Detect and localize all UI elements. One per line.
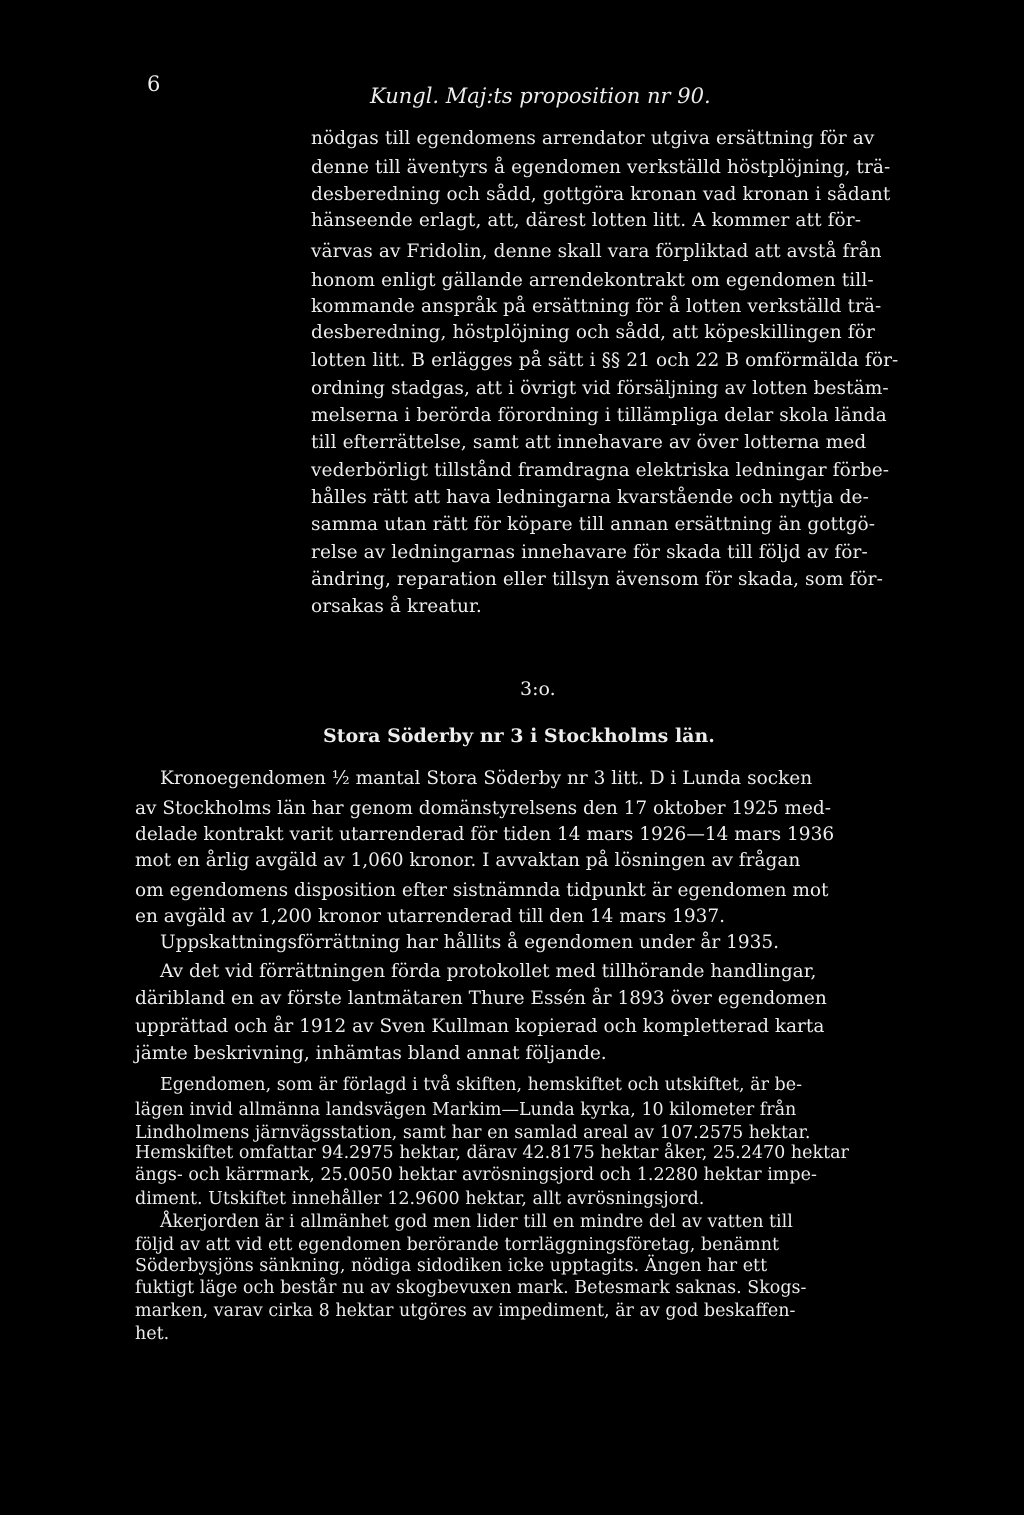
text-line: orsakas å kreatur. <box>311 596 482 617</box>
text-line: Lindholmens järnvägsstation, samt har en samlad areal av 107.2575 hektar. <box>135 1123 811 1143</box>
text-line: kommande anspråk på ersättning för å lotten verkställd trä- <box>311 296 882 317</box>
text-line: om egendomens disposition efter sistnämnda tidpunkt är egendomen mot <box>135 880 829 901</box>
text-line: jämte beskrivning, inhämtas bland annat följande. <box>135 1043 607 1064</box>
text-line: Av det vid förrättningen förda protokollet med tillhörande handlingar, <box>160 961 817 982</box>
page-number: 6 <box>147 72 161 96</box>
text-line: följd av att vid ett egendomen berörande torrläggningsföretag, benämnt <box>135 1235 780 1255</box>
text-line: Söderbysjöns sänkning, nödiga sidodiken icke upptagits. Ängen har ett <box>135 1256 768 1276</box>
text-line: hålles rätt att hava ledningarna kvarstående och nyttja de- <box>311 487 869 508</box>
text-line: värvas av Fridolin, denne skall vara förpliktad att avstå från <box>311 241 882 262</box>
text-line: lotten litt. B erlägges på sätt i §§ 21 och 22 B omförmälda för- <box>311 350 899 371</box>
text-line: Åkerjorden är i allmänhet god men lider till en mindre del av vatten till <box>160 1212 793 1232</box>
text-line: en avgäld av 1,200 kronor utarrenderad till den 14 mars 1937. <box>135 906 726 927</box>
text-line: delade kontrakt varit utarrenderad för tiden 14 mars 1926—14 mars 1936 <box>135 824 835 845</box>
text-line: upprättad och år 1912 av Sven Kullman kopierad och kompletterad karta <box>135 1016 825 1037</box>
text-line: Hemskiftet omfattar 94.2975 hektar, därav 42.8175 hektar åker, 25.2470 hektar <box>135 1143 849 1163</box>
text-line: ändring, reparation eller tillsyn ävensom för skada, som för- <box>311 569 883 590</box>
page-header-title: Kungl. Maj:ts proposition nr 90. <box>370 84 711 108</box>
text-line: relse av ledningarnas innehavare för skada till följd av för- <box>311 542 868 563</box>
text-line: Uppskattningsförrättning har hållits å egendomen under år 1935. <box>160 932 780 953</box>
text-line: desberedning, höstplöjning och sådd, att köpeskillingen för <box>311 322 875 343</box>
text-line: lägen invid allmänna landsvägen Markim—Lunda kyrka, 10 kilometer från <box>135 1100 797 1120</box>
text-line: denne till äventyrs å egendomen verkställd höstplöjning, trä- <box>311 157 891 178</box>
text-line: marken, varav cirka 8 hektar utgöres av impediment, är av god beskaffen- <box>135 1301 796 1321</box>
text-line: het. <box>135 1324 170 1344</box>
text-line: fuktigt läge och består nu av skogbevuxen mark. Betesmark saknas. Skogs- <box>135 1278 807 1298</box>
section-mark: 3:o. <box>520 678 556 700</box>
section-heading: Stora Söderby nr 3 i Stockholms län. <box>323 725 715 747</box>
text-line: honom enligt gällande arrendekontrakt om egendomen till- <box>311 270 874 291</box>
text-line: av Stockholms län har genom domänstyrelsens den 17 oktober 1925 med- <box>135 798 832 819</box>
text-line: mot en årlig avgäld av 1,060 kronor. I avvaktan på lösningen av frågan <box>135 850 801 871</box>
text-line: desberedning och sådd, gottgöra kronan vad kronan i sådant <box>311 184 891 205</box>
text-line: hänseende erlagt, att, därest lotten litt. A kommer att för- <box>311 210 862 231</box>
text-line: ordning stadgas, att i övrigt vid försäljning av lotten bestäm- <box>311 378 889 399</box>
text-line: Egendomen, som är förlagd i två skiften, hemskiftet och utskiftet, är be- <box>160 1075 802 1095</box>
text-line: till efterrättelse, samt att innehavare av över lotterna med <box>311 432 867 453</box>
text-line: däribland en av förste lantmätaren Thure Essén år 1893 över egendomen <box>135 988 827 1009</box>
text-line: ängs- och kärrmark, 25.0050 hektar avrösningsjord och 1.2280 hektar impe- <box>135 1165 817 1185</box>
text-line: samma utan rätt för köpare till annan ersättning än gottgö- <box>311 514 876 535</box>
text-line: Kronoegendomen ½ mantal Stora Söderby nr 3 litt. D i Lunda socken <box>160 768 813 789</box>
text-line: vederbörligt tillstånd framdragna elektriska ledningar förbe- <box>311 460 890 481</box>
text-line: nödgas till egendomens arrendator utgiva ersättning för av <box>311 128 875 149</box>
text-line: melserna i berörda förordning i tillämpliga delar skola lända <box>311 405 887 426</box>
text-line: diment. Utskiftet innehåller 12.9600 hektar, allt avrösningsjord. <box>135 1189 705 1209</box>
